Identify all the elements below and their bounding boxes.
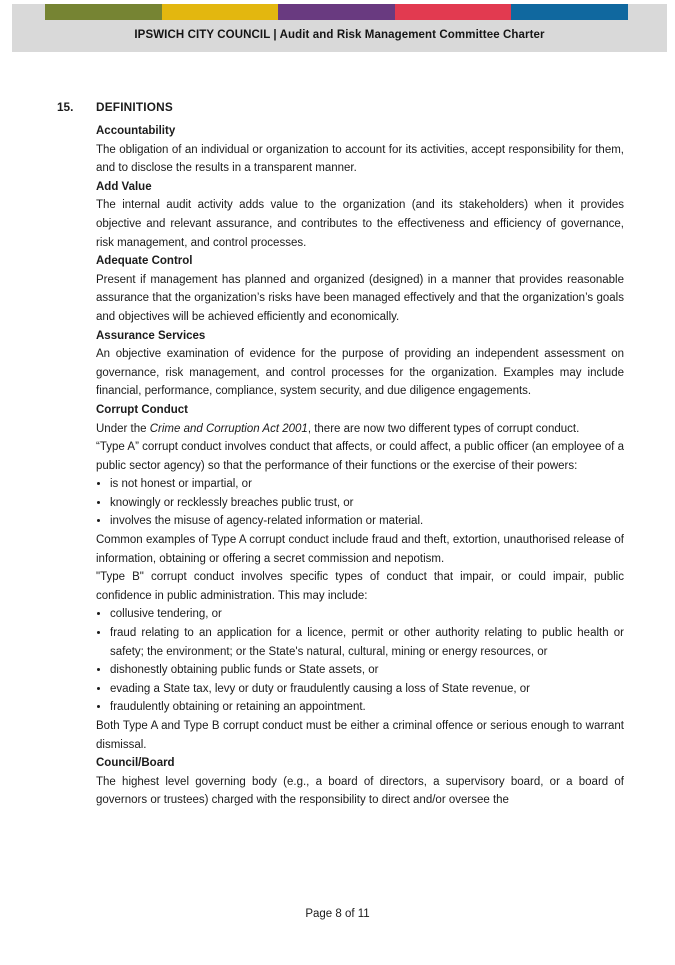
definition-paragraph [96,420,624,439]
bullet-item: • fraudulently obtaining or retaining an appointment. [110,698,624,717]
section-number: 15. [57,100,74,114]
definition-paragraph: The highest level governing body (e.g., a board of directors, a supervisory board, or a board of governors or trustees) charged with the responsibility to direct and/or oversee the [96,775,624,807]
definition-paragraph: The internal audit activity adds value to the organization (and its stakeholders) when it provides objective and relevant assurance, and contributes to the effectiveness and efficiency of governance, risk management, and control processes. [96,199,624,249]
page-number: Page 8 of 11 [305,908,370,920]
bullet-item: • dishonestly obtaining public funds or State assets, or [110,661,624,680]
section-head [57,98,173,117]
bullet-item: • collusive tendering, or [110,605,624,624]
definition-paragraph: Common examples of Type A corrupt conduct include fraud and theft, extortion, unauthorised release of information, obtaining or offering a secret commission and nepotism. [96,534,624,565]
document-title: IPSWICH CITY COUNCIL | Audit and Risk Management Committee Charter [134,29,545,41]
brand-bar [278,4,395,20]
bullet-list [96,605,624,717]
italic-act-title: Crime and Corruption Act 2001 [149,422,308,435]
definition-term: Council/Board [96,757,175,770]
brand-bar [45,4,162,20]
paragraph-text: Under the [96,422,150,435]
bullet-list [96,475,624,531]
definition-term: Add Value [96,180,152,193]
definition-paragraph: Present if management has planned and organized (designed) in a manner that provides reasonable assurance that the organization’s risks have been managed effectively and that the organization’s goals and objectives will be achieved efficiently and economically. [96,273,624,323]
definition-paragraph: "Type B" corrupt conduct involves specific types of conduct that impair, or could impair, public confidence in public administration. This may include: [96,571,624,602]
bullet-item: • is not honest or impartial, or [110,475,624,494]
definition-term: Assurance Services [96,329,206,342]
brand-bar [511,4,628,20]
section-heading: DEFINITIONS [96,100,173,114]
definition-term: Corrupt Conduct [96,403,188,416]
bullet-item: • involves the misuse of agency-related information or material. [110,512,624,531]
definition-paragraph: Both Type A and Type B corrupt conduct must be either a criminal offence or serious enough to warrant dismissal. [96,720,624,751]
bullet-item: • fraud relating to an application for a licence, permit or other authority relating to public health or safety; the environment; or the State's natural, cultural, mining or energy resources, or [110,624,624,661]
definition-paragraph: An objective examination of evidence for the purpose of providing an independent assessment on governance, risk management, and control processes for the organization. Examples may include financial, performance, compliance, system security, and due diligence engagements. [96,348,624,398]
brand-bar [162,4,279,20]
definition-term: Adequate Control [96,255,193,268]
brand-color-bars [45,4,628,20]
document-header [12,4,667,52]
definition-term: Accountability [96,125,176,137]
bullet-item: • evading a State tax, levy or duty or fraudulently causing a loss of State revenue, or [110,680,624,699]
definitions-list [96,122,624,810]
definition-paragraph: “Type A” corrupt conduct involves conduct that affects, or could affect, a public officer (an employee of a public sector agency) so that the performance of their functions or the exercise of their powers: [96,441,624,472]
definition-paragraph: The obligation of an individual or organization to account for its activities, accept responsibility for them, and to disclose the results in a transparent manner. [96,143,624,175]
brand-bar [395,4,512,20]
paragraph-text: , there are now two different types of corrupt conduct. [307,422,580,435]
bullet-item: • knowingly or recklessly breaches public trust, or [110,494,624,513]
